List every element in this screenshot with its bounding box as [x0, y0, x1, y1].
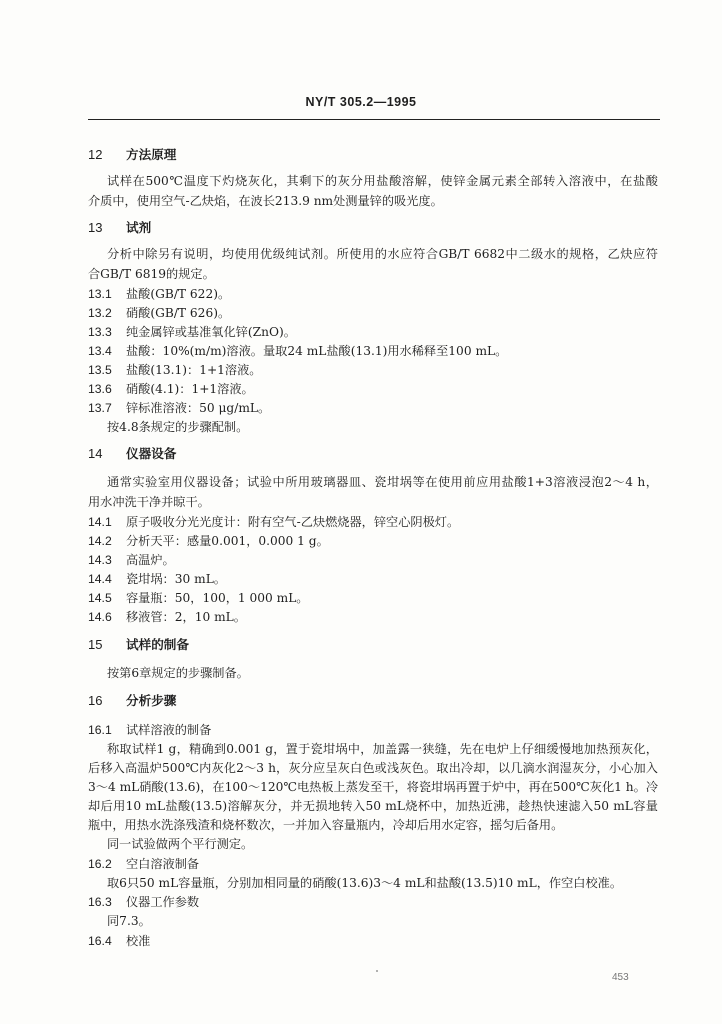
clause-text: 原子吸收分光光度计：附有空气-乙炔燃烧器，锌空心阴极灯。 [126, 515, 460, 529]
clause-text: 仪器工作参数 [126, 895, 200, 909]
clause-16-3 [0, 893, 722, 911]
page-number: 453 [612, 972, 629, 983]
section-title: 试样的制备 [126, 637, 189, 652]
clause-14-5 [0, 589, 722, 607]
clause-number: 13.1 [88, 287, 112, 301]
paragraph-line [0, 664, 722, 682]
clause-number: 13.6 [88, 382, 112, 396]
clause-number: 16.3 [88, 895, 112, 909]
clause-number: 13.7 [88, 401, 112, 415]
clause-number: 14.6 [88, 610, 112, 624]
clause-number: 13.2 [88, 306, 112, 320]
section-heading-15 [0, 636, 722, 654]
clause-13-5 [0, 361, 722, 379]
clause-number: 14.5 [88, 591, 112, 605]
clause-number: 13.3 [88, 325, 112, 339]
section-title: 仪器设备 [126, 446, 177, 461]
paragraph-text: 用水冲洗干净并晾干。 [88, 495, 210, 509]
clause-number: 14.1 [88, 515, 112, 529]
paragraph-text: 通常实验室用仪器设备；试验中所用玻璃器皿、瓷坩埚等在使用前应用盐酸1+3溶液浸泡2～4 h， [107, 475, 658, 489]
paragraph-line [0, 192, 722, 210]
section-heading-12 [0, 146, 722, 164]
paragraph-text: 介质中，使用空气-乙炔焰，在波长213.9 nm处测量锌的吸光度。 [88, 194, 443, 208]
clause-number: 16.1 [88, 723, 112, 737]
paragraph-text: 按第6章规定的步骤制备。 [107, 666, 249, 680]
section-title: 分析步骤 [126, 693, 177, 708]
standard-number-header: NY/T 305.2—1995 [305, 95, 417, 109]
clause-text: 试样溶液的制备 [126, 723, 212, 737]
paragraph-line [0, 816, 722, 834]
clause-number: 16.2 [88, 857, 112, 871]
paragraph-text: 取6只50 mL容量瓶，分别加相同量的硝酸(13.6)3～4 mL和盐酸(13.5)10 mL，作空白校准。 [107, 876, 623, 890]
clause-13-6 [0, 380, 722, 398]
clause-text: 校准 [126, 934, 151, 948]
paragraph-text: 分析中除另有说明，均使用优级纯试剂。所使用的水应符合GB/T 6682中二级水的规格，乙炔应符 [107, 247, 658, 261]
paragraph-text: 同7.3。 [107, 914, 151, 928]
section-number: 14 [88, 446, 103, 461]
clause-text: 纯金属锌或基准氧化锌(ZnO)。 [126, 325, 296, 339]
paragraph-line [0, 172, 722, 190]
paragraph-text: 后移入高温炉500℃内灰化2～3 h，灰分应呈灰白色或浅灰色。取出冷却，以几滴水润湿灰分，小心加入 [88, 761, 658, 775]
clause-13-4 [0, 342, 722, 360]
clause-number: 14.4 [88, 572, 112, 586]
clause-14-1 [0, 513, 722, 531]
paragraph-text: 称取试样1 g，精确到0.001 g，置于瓷坩埚中，加盖露一狭缝，先在电炉上仔细缓慢地加热预灰化， [107, 742, 658, 756]
clause-text: 盐酸：10%(m/m)溶液。量取24 mL盐酸(13.1)用水稀释至100 mL。 [126, 344, 508, 358]
section-heading-13 [0, 219, 722, 237]
paragraph-text: 试样在500℃温度下灼烧灰化，其剩下的灰分用盐酸溶解，使锌金属元素全部转入溶液中，在盐酸 [107, 174, 658, 188]
clause-13-1 [0, 285, 722, 303]
clause-14-4 [0, 570, 722, 588]
clause-text: 高温炉。 [126, 553, 175, 567]
clause-16-1 [0, 721, 722, 739]
paragraph-line [0, 473, 722, 491]
paragraph-line [0, 874, 722, 892]
paragraph-line [0, 493, 722, 511]
clause-text: 盐酸(13.1)：1+1溶液。 [126, 363, 262, 377]
header-rule [88, 119, 660, 120]
section-title: 试剂 [126, 220, 152, 235]
scan-speck [376, 970, 378, 972]
clause-text: 容量瓶：50，100，1 000 mL。 [126, 591, 309, 605]
paragraph-line [0, 740, 722, 758]
paragraph-text: 3～4 mL硝酸(13.6)，在100～120℃电热板上蒸发至干，将瓷坩埚再置于炉中，再在500℃灰化1 h。冷 [88, 780, 659, 794]
paragraph-text: 瓶中，用热水洗涤残渣和烧杯数次，一并加入容量瓶内，冷却后用水定容，摇匀后备用。 [88, 818, 564, 832]
paragraph-line [0, 418, 722, 436]
paragraph-line [0, 245, 722, 263]
clause-text: 移液管：2，10 mL。 [126, 610, 246, 624]
clause-number: 16.4 [88, 934, 112, 948]
clause-14-6 [0, 608, 722, 626]
paragraph-line [0, 265, 722, 283]
clause-text: 硝酸(GB/T 626)。 [126, 306, 231, 320]
clause-13-3 [0, 323, 722, 341]
clause-14-3 [0, 551, 722, 569]
paragraph-line [0, 759, 722, 777]
clause-13-2 [0, 304, 722, 322]
section-number: 13 [88, 220, 103, 235]
paragraph-line [0, 797, 722, 815]
clause-text: 硝酸(4.1)：1+1溶液。 [126, 382, 254, 396]
paragraph-text: 按4.8条规定的步骤配制。 [107, 420, 249, 434]
clause-number: 14.3 [88, 553, 112, 567]
paragraph-line [0, 912, 722, 930]
section-number: 16 [88, 693, 103, 708]
clause-text: 分析天平：感量0.001，0.000 1 g。 [126, 534, 329, 548]
clause-13-7 [0, 399, 722, 417]
clause-text: 盐酸(GB/T 622)。 [126, 287, 231, 301]
section-number: 15 [88, 637, 103, 652]
paragraph-text: 同一试验做两个平行测定。 [107, 837, 254, 851]
clause-14-2 [0, 532, 722, 550]
section-heading-16 [0, 692, 722, 710]
section-heading-14 [0, 445, 722, 463]
clause-text: 空白溶液制备 [126, 857, 200, 871]
paragraph-text: 合GB/T 6819的规定。 [88, 267, 215, 281]
section-number: 12 [88, 147, 103, 162]
clause-number: 14.2 [88, 534, 112, 548]
clause-text: 锌标准溶液：50 μg/mL。 [126, 401, 271, 415]
clause-16-4 [0, 932, 722, 950]
section-title: 方法原理 [126, 147, 177, 162]
paragraph-line [0, 835, 722, 853]
paragraph-line [0, 778, 722, 796]
clause-text: 瓷坩埚：30 mL。 [126, 572, 226, 586]
paragraph-text: 却后用10 mL盐酸(13.5)溶解灰分，并无损地转入50 mL烧杯中，加热近沸，趁热快速滤入50 mL容量 [88, 799, 658, 813]
clause-16-2 [0, 855, 722, 873]
clause-number: 13.4 [88, 344, 112, 358]
clause-number: 13.5 [88, 363, 112, 377]
